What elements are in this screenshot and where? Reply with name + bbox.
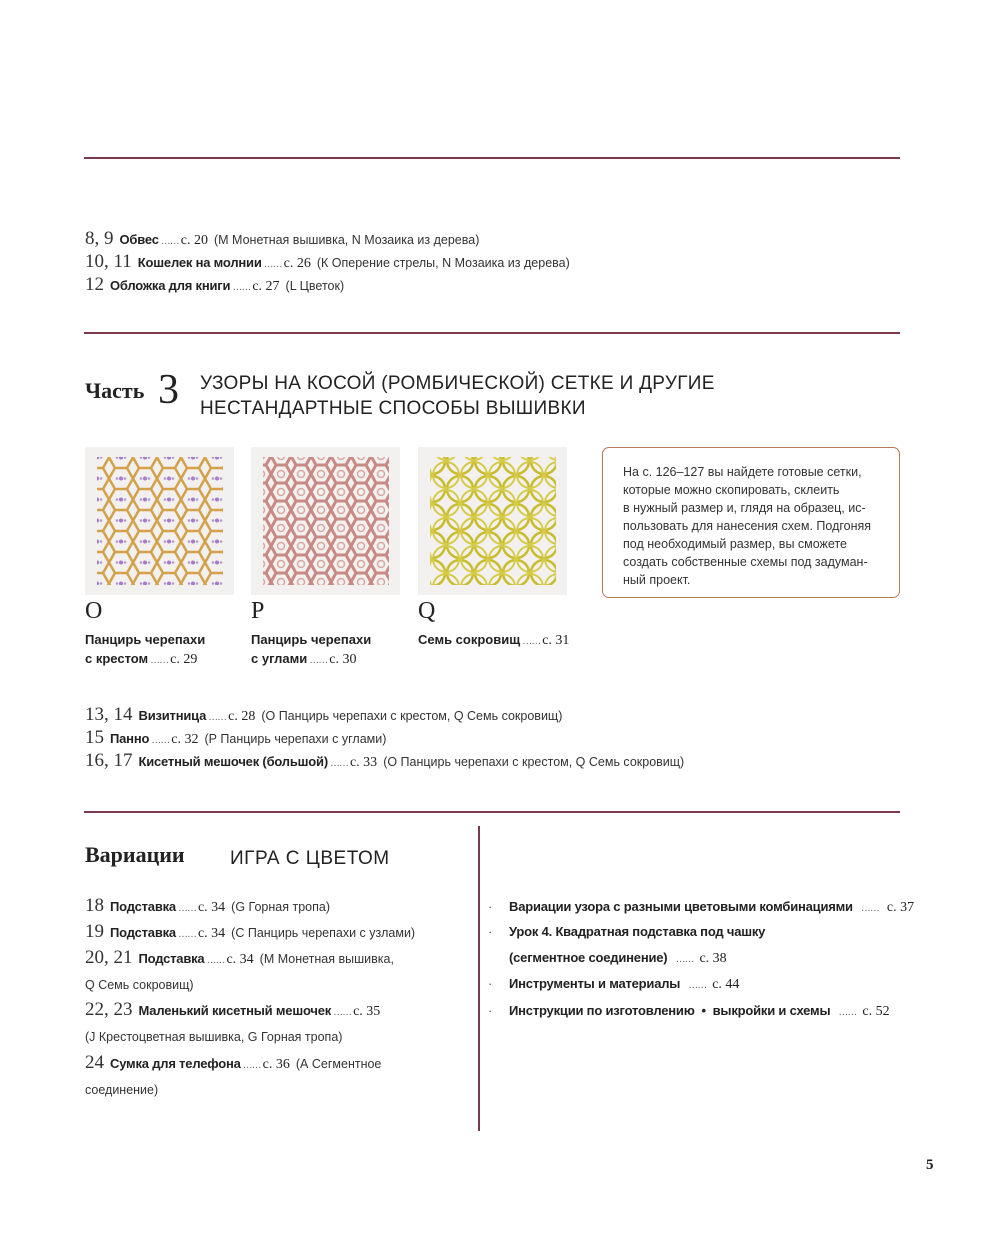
toc-entry[interactable] <box>85 922 415 945</box>
leader-dots: …… <box>688 980 707 991</box>
pattern-photo-o[interactable] <box>85 447 234 595</box>
entry-title: Обложка для книги <box>110 278 231 293</box>
entry-number: 22, 23 <box>85 999 133 1020</box>
part-title-line: НЕСТАНДАРТНЫЕ СПОСОБЫ ВЫШИВКИ <box>200 398 586 419</box>
bullet-icon: · <box>488 924 493 939</box>
column-divider <box>478 826 480 1131</box>
item-title: Инструкции по изготовлению • выкройки и схемы <box>509 1003 831 1018</box>
entry-note: (G Горная тропа) <box>231 900 330 914</box>
bullet-icon: · <box>488 1003 493 1018</box>
entry-number: 8, 9 <box>85 228 114 249</box>
hexagon-pattern-image <box>85 447 234 595</box>
leader-dots: …… <box>232 282 251 293</box>
entry-number: 13, 14 <box>85 704 133 725</box>
pattern-caption <box>85 630 205 670</box>
bullet-icon: · <box>488 976 493 991</box>
item-page: с. 52 <box>862 1004 890 1019</box>
entry-note: (Р Панцирь черепахи с углами) <box>204 732 387 746</box>
part-title <box>200 371 715 421</box>
entry-page: с. 20 <box>180 233 208 248</box>
toc-entry[interactable] <box>85 1000 386 1023</box>
rule-variations <box>84 811 900 813</box>
toc-bullet-item[interactable] <box>488 1001 896 1023</box>
entry-note: (О Панцирь черепахи с крестом, Q Семь сокровищ) <box>383 755 685 769</box>
toc-bullet-item[interactable] <box>488 922 765 942</box>
caption-page: с. 31 <box>542 633 570 648</box>
leader-dots: …… <box>263 259 282 270</box>
item-title-continued: (сегментное соединение) <box>509 950 668 965</box>
entry-note: (С Панцирь черепахи с узлами) <box>231 926 416 940</box>
entry-page: с. 36 <box>262 1057 290 1072</box>
entry-note: (А Сегментное <box>295 1057 382 1071</box>
variations-title: ИГРА С ЦВЕТОМ <box>230 848 390 869</box>
entry-page: с. 34 <box>226 952 254 967</box>
pattern-caption <box>418 630 575 651</box>
caption-line: Панцирь черепахи <box>251 632 372 647</box>
info-line: которые можно скопировать, склеить <box>623 483 840 497</box>
leader-dots: …… <box>309 655 328 666</box>
entry-number: 24 <box>85 1052 104 1073</box>
caption-page: с. 29 <box>170 652 198 667</box>
entry-title: Визитница <box>138 708 207 723</box>
leader-dots: …… <box>177 929 196 940</box>
item-title: Вариации узора с разными цветовыми комбинациями <box>509 899 853 914</box>
toc-entry[interactable] <box>85 751 684 774</box>
leader-dots: …… <box>329 758 348 769</box>
entry-page: с. 35 <box>353 1004 381 1019</box>
entry-title: Подставка <box>110 899 176 914</box>
entry-note-continued: соединение) <box>85 1083 159 1097</box>
entry-note-continued: Q Семь сокровищ) <box>85 978 194 992</box>
entry-title: Подставка <box>110 925 176 940</box>
toc-entry[interactable] <box>85 728 386 751</box>
pattern-photo-p[interactable] <box>251 447 400 595</box>
entry-number: 15 <box>85 727 104 748</box>
entry-number: 12 <box>85 274 104 295</box>
top-rule <box>84 157 900 159</box>
entry-title: Кисетный мешочек (большой) <box>138 754 328 769</box>
leader-dots: …… <box>838 1007 857 1018</box>
leader-dots: …… <box>150 655 169 666</box>
entry-number: 20, 21 <box>85 947 133 968</box>
caption-line: Семь сокровищ <box>418 632 521 647</box>
entry-title: Кошелек на молнии <box>137 255 262 270</box>
toc-entry[interactable] <box>85 275 344 298</box>
pattern-letter: Q <box>418 598 436 624</box>
toc-item-continued[interactable] <box>509 948 733 970</box>
entry-title: Маленький кисетный мешочек <box>138 1003 332 1018</box>
entry-page: с. 33 <box>349 755 378 770</box>
leader-dots: …… <box>177 903 196 914</box>
info-box <box>602 447 900 598</box>
info-line: пользовать для нанесения схем. Подгоняя <box>623 519 872 533</box>
caption-line: с углами <box>251 651 308 666</box>
bullet-icon: · <box>488 899 493 914</box>
toc-entry[interactable] <box>85 252 570 275</box>
leader-dots: …… <box>860 903 879 914</box>
entry-number: 10, 11 <box>85 251 132 272</box>
caption-line: с крестом <box>85 651 149 666</box>
toc-entry[interactable] <box>85 1053 381 1076</box>
page-number: 5 <box>926 1157 934 1173</box>
leader-dots: …… <box>333 1007 352 1018</box>
entry-page: с. 26 <box>283 256 311 271</box>
hexagon-pattern-image <box>251 447 400 595</box>
caption-page: с. 30 <box>329 652 357 667</box>
pattern-letter: P <box>251 598 265 624</box>
item-title: Урок 4. Квадратная подставка под чашку <box>509 924 766 939</box>
leader-dots: …… <box>522 636 541 647</box>
entry-note: (М Монетная вышивка, N Мозаика из дерева) <box>213 233 480 247</box>
toc-bullet-item[interactable] <box>488 974 745 996</box>
item-page: с. 37 <box>886 900 915 915</box>
entry-note: (К Оперение стрелы, N Мозаика из дерева) <box>316 256 570 270</box>
leader-dots: …… <box>242 1060 261 1071</box>
toc-entry[interactable] <box>85 705 562 728</box>
leader-dots: …… <box>208 712 227 723</box>
pattern-photo-q[interactable] <box>418 447 567 595</box>
entry-note: (L Цветок) <box>285 279 345 293</box>
entry-number: 18 <box>85 895 104 916</box>
item-page: с. 44 <box>712 977 740 992</box>
entry-page: с. 27 <box>252 279 280 294</box>
entry-title: Подставка <box>138 951 205 966</box>
info-line: создать собственные схемы под задуман- <box>623 555 868 569</box>
part-label: Часть <box>85 378 145 403</box>
entry-number: 19 <box>85 921 104 942</box>
entry-page: с. 34 <box>197 900 226 915</box>
leader-dots: …… <box>675 954 694 965</box>
toc-entry[interactable] <box>85 896 330 919</box>
info-line: ный проект. <box>623 573 691 587</box>
info-line: под необходимый размер, вы сможете <box>623 537 847 551</box>
pattern-letter: O <box>85 598 103 624</box>
caption-line: Панцирь черепахи <box>85 632 206 647</box>
variations-label: Вариации <box>85 842 185 867</box>
entry-title: Сумка для телефона <box>110 1056 241 1071</box>
entry-title: Панно <box>110 731 150 746</box>
info-line: На с. 126–127 вы найдете готовые сетки, <box>623 465 862 479</box>
entry-page: с. 34 <box>197 926 226 941</box>
entry-page: с. 28 <box>228 709 256 724</box>
item-title: Инструменты и материалы <box>509 976 681 991</box>
toc-entry[interactable] <box>85 229 479 252</box>
entry-title: Обвес <box>119 232 159 247</box>
entry-number: 16, 17 <box>85 750 133 771</box>
entry-page: с. 32 <box>171 732 199 747</box>
toc-bullet-item[interactable] <box>488 897 920 919</box>
entry-note-continued: (J Крестоцветная вышивка, G Горная тропа) <box>85 1030 343 1044</box>
leader-dots: …… <box>160 236 179 247</box>
item-page: с. 38 <box>699 951 727 966</box>
pattern-caption <box>251 630 371 670</box>
part-title-line: УЗОРЫ НА КОСОЙ (РОМБИЧЕСКОЙ) СЕТКЕ И ДРУГИЕ <box>200 373 715 394</box>
rule-part3 <box>84 332 900 334</box>
leader-dots: …… <box>206 955 225 966</box>
entry-note: (О Панцирь черепахи с крестом, Q Семь сокровищ) <box>261 709 563 723</box>
entry-note: (М Монетная вышивка, <box>259 952 394 966</box>
part-number: 3 <box>158 367 179 413</box>
leader-dots: …… <box>151 735 170 746</box>
circle-pattern-image <box>418 447 567 595</box>
info-line: в нужный размер и, глядя на образец, ис- <box>623 501 866 515</box>
toc-entry[interactable] <box>85 948 394 971</box>
